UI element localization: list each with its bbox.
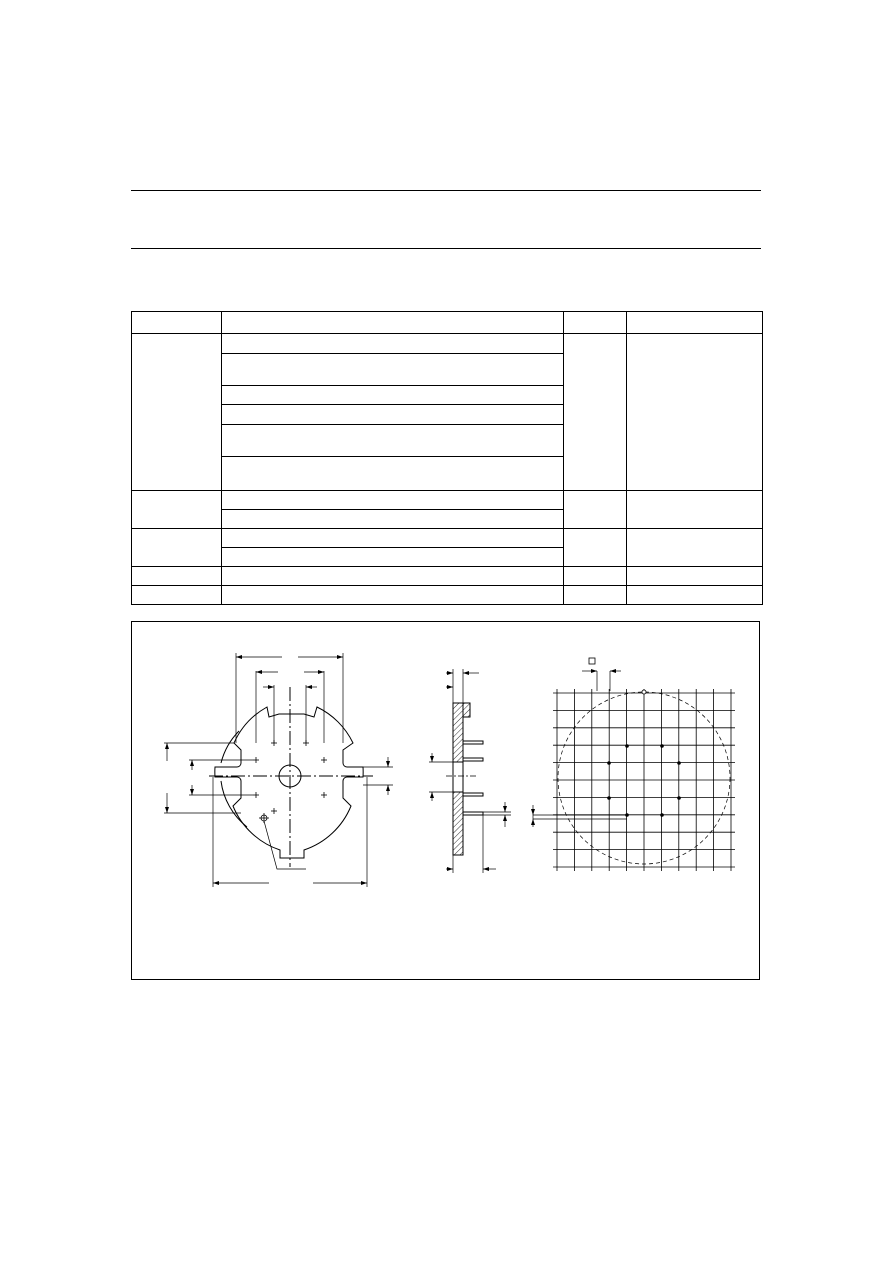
- row-group-value: [564, 567, 627, 586]
- row-group-note: [627, 567, 763, 586]
- grid-view: [533, 658, 735, 871]
- column-header: [564, 312, 627, 334]
- row-group-note: [627, 529, 763, 567]
- row-group-note: [627, 586, 763, 605]
- header-top-rule: [131, 190, 761, 191]
- table-cell: [222, 386, 564, 405]
- header-bottom-rule: [131, 248, 761, 249]
- column-header: [627, 312, 763, 334]
- table-cell: [222, 354, 564, 386]
- table-cell: [222, 491, 564, 510]
- disc-outline: [215, 707, 363, 858]
- row-group-note: [627, 491, 763, 529]
- row-group-label: [132, 491, 222, 529]
- row-group-value: [564, 586, 627, 605]
- table-cell: [222, 457, 564, 491]
- table-row: [132, 334, 763, 354]
- table-cell: [222, 510, 564, 529]
- row-group-label: [132, 567, 222, 586]
- row-group-label: [132, 586, 222, 605]
- table-header-row: [132, 312, 763, 334]
- specification-table: [131, 311, 763, 605]
- front-view: [164, 653, 393, 887]
- grid-view-markers: [531, 669, 681, 825]
- table-row: [132, 491, 763, 510]
- table-cell: [222, 567, 564, 586]
- row-group-value: [564, 334, 627, 491]
- table-cell: [222, 405, 564, 425]
- table-cell: [222, 586, 564, 605]
- row-group-label: [132, 334, 222, 491]
- column-header: [222, 312, 564, 334]
- column-header: [132, 312, 222, 334]
- table-cell: [222, 529, 564, 548]
- table-cell: [222, 425, 564, 457]
- drawing-canvas: [132, 622, 761, 981]
- table-cell: [222, 334, 564, 354]
- side-view-arrows: [430, 671, 507, 871]
- row-group-note: [627, 334, 763, 491]
- table-row: [132, 586, 763, 605]
- front-view-arrows: [165, 655, 390, 885]
- side-section-view: [429, 669, 511, 873]
- row-group-value: [564, 529, 627, 567]
- table-row: [132, 567, 763, 586]
- row-group-label: [132, 529, 222, 567]
- row-group-value: [564, 491, 627, 529]
- table-row: [132, 529, 763, 548]
- table-cell: [222, 548, 564, 567]
- technical-drawing: [131, 621, 760, 980]
